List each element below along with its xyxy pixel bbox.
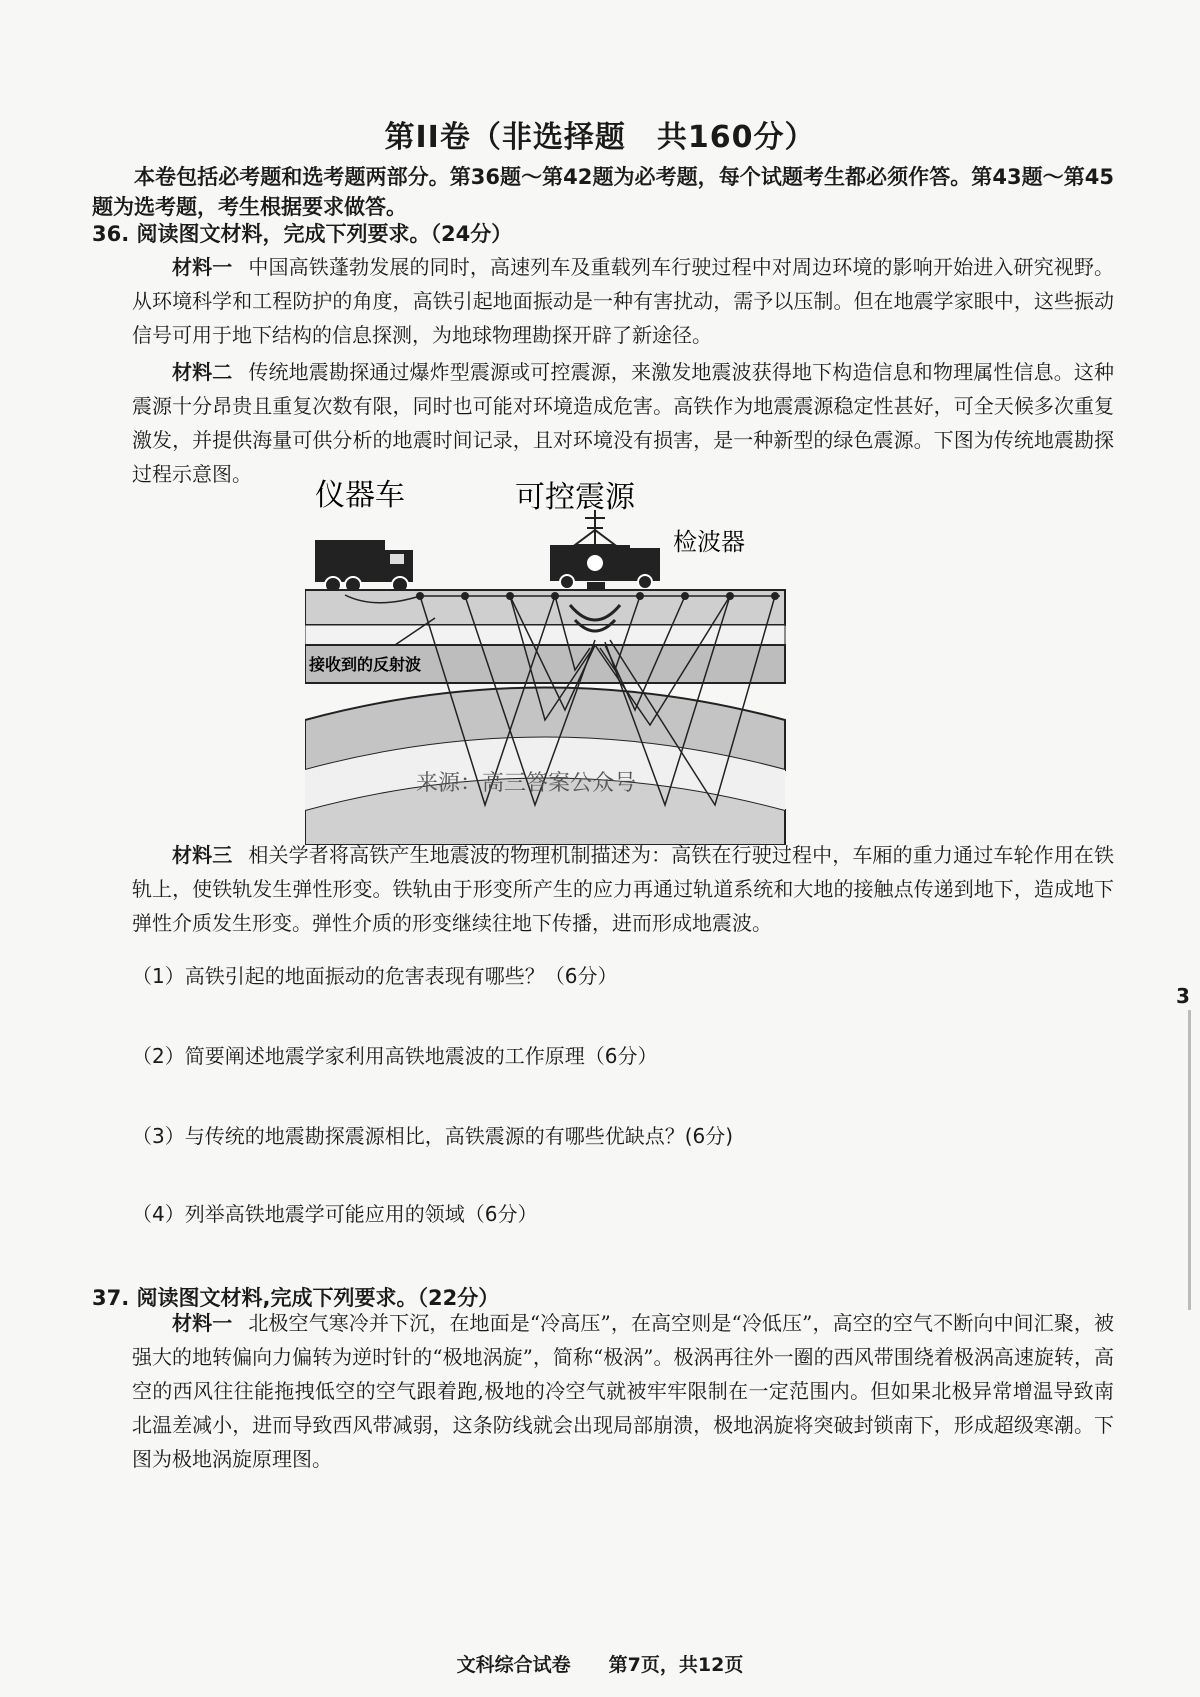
margin-mark: 3 bbox=[1176, 984, 1190, 1008]
page-footer: 文科综合试卷 第7页，共12页 bbox=[456, 1654, 744, 1676]
material-label: 材料二 bbox=[172, 360, 233, 384]
watermark-text: 来源：高三答案公众号 bbox=[416, 771, 637, 796]
q36-subquestion-4: （4）列举高铁地震学可能应用的领域（6分） bbox=[132, 1202, 538, 1226]
section-title: 第II卷（非选择题 共160分） bbox=[384, 120, 816, 155]
question-37-heading: 37. 阅读图文材料,完成下列要求。（22分） bbox=[92, 1286, 500, 1310]
q36-material-3 bbox=[132, 838, 1114, 940]
section-instructions: 本卷包括必考题和选考题两部分。第36题～第42题为必考题，每个试题考生都必须作答。第43题～第45题为选考题，考生根据要求做答。 bbox=[92, 165, 1114, 219]
material-text: 传统地震勘探通过爆炸型震源或可控震源，来激发地震波获得地下构造信息和物理属性信息。这种震源十分昂贵且重复次数有限，同时也可能对环境造成危害。高铁作为地震震源稳定性甚好，可全天候多次重复激发，并提供海量可供分析的地震时间记录，且对环境没有损害，是一种新型的绿色震源。下图为传统地震勘探过程示意图。 bbox=[132, 360, 1115, 486]
material-label: 材料一 bbox=[172, 1311, 233, 1335]
material-text: 相关学者将高铁产生地震波的物理机制描述为：高铁在行驶过程中，车厢的重力通过车轮作用在铁轨上，使铁轨发生弹性形变。铁轨由于形变所产生的应力再通过轨道系统和大地的接触点传递到地下，造成地下弹性介质发生形变。弹性介质的形变继续往地下传播，进而形成地震波。 bbox=[132, 843, 1115, 935]
label-geophone: 检波器 bbox=[673, 528, 745, 556]
q37-material-1 bbox=[132, 1306, 1114, 1476]
q36-subquestion-3: （3）与传统的地震勘探震源相比，高铁震源的有哪些优缺点？(6分) bbox=[132, 1124, 734, 1148]
vibrator-truck-icon bbox=[550, 510, 660, 594]
q36-subquestion-1: （1）高铁引起的地面振动的危害表现有哪些？（6分） bbox=[132, 964, 618, 988]
q36-subquestion-2: （2）简要阐述地震学家利用高铁地震波的工作原理（6分） bbox=[132, 1044, 658, 1068]
material-text: 北极空气寒冷并下沉，在地面是“冷高压”，在高空则是“冷低压”，高空的空气不断向中间汇聚，被强大的地转偏向力偏转为逆时针的“极地涡旋”，简称“极涡”。极涡再往外一圈的西风带围绕着极涡高速旋转，高空的西风往往能拖拽低空的空气跟着跑,极地的冷空气就被牢牢限制在一定范围内。但如果北极异常增温导致南北温差减小，进而导致西风带减弱，这条防线就会出现局部崩溃，极地涡旋将突破封锁南下，形成超级寒潮。下图为极地涡旋原理图。 bbox=[132, 1311, 1114, 1471]
label-controlled-source: 可控震源 bbox=[515, 480, 635, 515]
material-label: 材料一 bbox=[172, 255, 233, 279]
instrument-truck-icon bbox=[315, 540, 413, 593]
label-instrument-truck: 仪器车 bbox=[315, 478, 405, 513]
margin-binding-line bbox=[1188, 1010, 1191, 1310]
question-36-heading: 36. 阅读图文材料，完成下列要求。（24分） bbox=[92, 222, 513, 246]
material-text: 中国高铁蓬勃发展的同时，高速列车及重载列车行驶过程中对周边环境的影响开始进入研究视野。从环境科学和工程防护的角度，高铁引起地面振动是一种有害扰动，需予以压制。但在地震学家眼中，这些振动信号可用于地下结构的信息探测，为地球物理勘探开辟了新途径。 bbox=[132, 255, 1115, 347]
material-label: 材料三 bbox=[172, 843, 233, 867]
q36-material-1 bbox=[132, 250, 1114, 352]
label-received-reflection: 接收到的反射波 bbox=[309, 655, 422, 674]
